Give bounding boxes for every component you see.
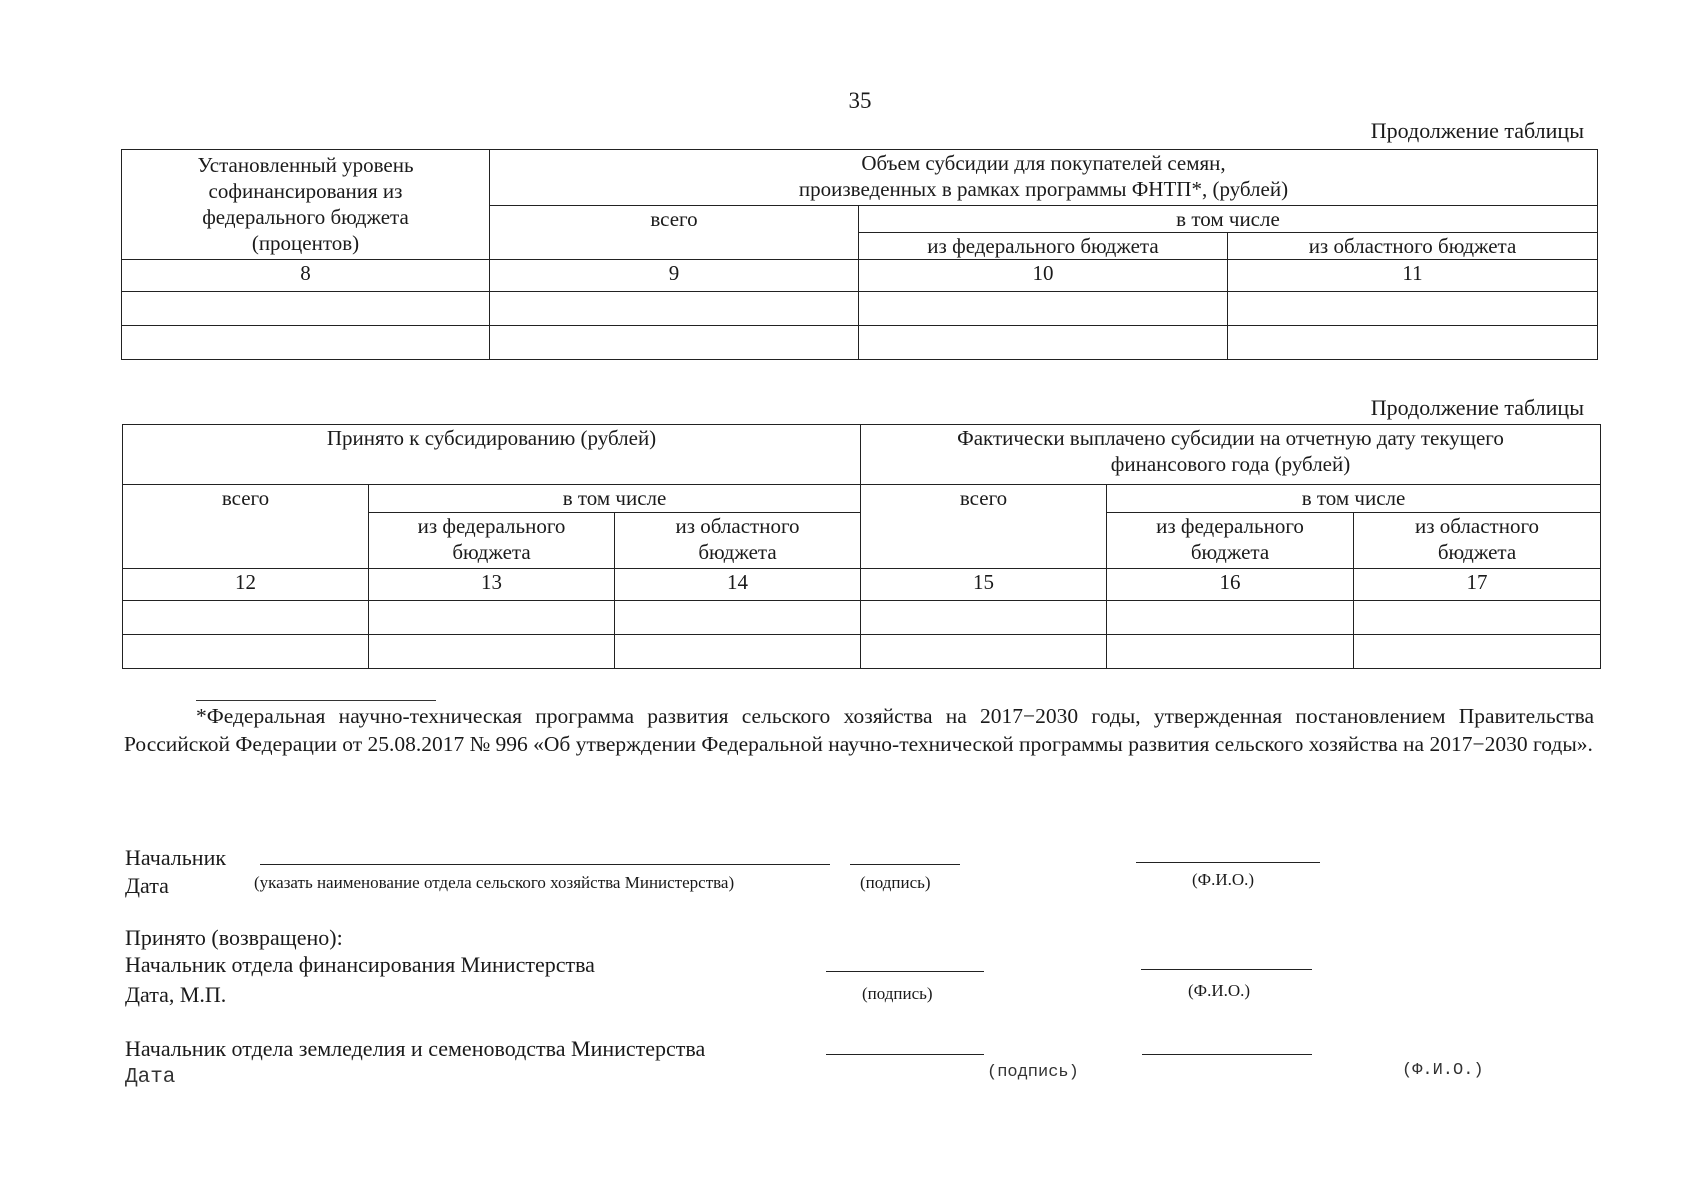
col-number: 13 <box>369 569 615 601</box>
col-number: 8 <box>122 260 490 292</box>
footnote-separator <box>196 700 436 701</box>
regional-budget-header: из областного бюджета <box>1354 513 1601 569</box>
signature-hint: (подпись) <box>987 1063 1079 1082</box>
empty-cell <box>369 635 615 669</box>
subsidy-volume-header-line2: произведенных в рамках программы ФНТП*, (рублей) <box>798 177 1289 201</box>
col-number: 15 <box>861 569 1107 601</box>
col-number: 17 <box>1354 569 1601 601</box>
subsidy-volume-header-line1: Объем субсидии для покупателей семян, <box>861 151 1226 175</box>
regional-budget-header: из областного бюджета <box>615 513 861 569</box>
paid-header: Фактически выплачено субсидии на отчетную дату текущего финансового года (рублей) <box>861 425 1601 485</box>
accepted-header: Принято к субсидированию (рублей) <box>123 425 861 485</box>
signature-hint: (подпись) <box>860 873 931 892</box>
footnote: *Федеральная научно-техническая программа развития сельского хозяйства на 2017−2030 годы, утвержденная постановлением Правительства Российской Федерации от 25.08.2017 № 996 «Об утверждении Федеральной научно-технической программы развития сельского хозяйства на 2017−2030 годы». <box>124 704 1594 756</box>
col-number: 10 <box>859 260 1228 292</box>
head-label: Начальник <box>125 845 227 870</box>
empty-cell <box>490 326 859 360</box>
finance-head-label: Начальник отдела финансирования Министерства <box>125 952 595 977</box>
empty-cell <box>123 635 369 669</box>
fio-hint: (Ф.И.О.) <box>1402 1061 1484 1080</box>
date-mp-label: Дата, М.П. <box>125 982 227 1007</box>
empty-cell <box>1107 601 1354 635</box>
empty-cell <box>1228 326 1598 360</box>
accepted-label: Принято (возвращено): <box>125 925 343 950</box>
total-header: всего <box>123 485 369 569</box>
empty-cell <box>1354 635 1601 669</box>
col-number: 9 <box>490 260 859 292</box>
empty-cell <box>859 326 1228 360</box>
fio-line <box>1141 969 1312 970</box>
including-header: в том числе <box>369 485 861 513</box>
including-header: в том числе <box>1107 485 1601 513</box>
department-line <box>260 864 830 865</box>
department-hint: (указать наименование отдела сельского хозяйства Министерства) <box>254 873 735 892</box>
empty-cell <box>1107 635 1354 669</box>
including-header: в том числе <box>859 206 1598 233</box>
total-header: всего <box>861 485 1107 569</box>
empty-cell <box>122 292 490 326</box>
empty-cell <box>861 601 1107 635</box>
regional-budget-header: из областного бюджета <box>1228 233 1598 260</box>
subsidy-volume-table <box>121 149 1598 360</box>
signature-hint: (подпись) <box>862 984 933 1003</box>
continuation-label: Продолжение таблицы <box>1370 118 1584 143</box>
accepted-and-paid-table <box>122 424 1601 669</box>
empty-cell <box>615 601 861 635</box>
empty-cell <box>122 326 490 360</box>
empty-cell <box>859 292 1228 326</box>
fio-hint: (Ф.И.О.) <box>1188 981 1251 1000</box>
signature-line <box>826 1054 984 1055</box>
col-number: 11 <box>1228 260 1598 292</box>
empty-cell <box>615 635 861 669</box>
col-number: 16 <box>1107 569 1354 601</box>
page-number: 35 <box>848 88 872 113</box>
federal-budget-header: из федерального бюджета <box>1107 513 1354 569</box>
empty-cell <box>369 601 615 635</box>
date-label: Дата <box>125 873 169 898</box>
empty-cell <box>490 292 859 326</box>
federal-budget-header: из федерального бюджета <box>369 513 615 569</box>
date-label: Дата <box>125 1066 176 1089</box>
empty-cell <box>1354 601 1601 635</box>
continuation-label: Продолжение таблицы <box>1370 395 1584 420</box>
agri-head-label: Начальник отдела земледелия и семеноводства Министерства <box>125 1036 706 1061</box>
signature-line <box>826 971 984 972</box>
cofinancing-level-header: Установленный уровень софинансирования из федерального бюджета (процентов) <box>122 150 490 260</box>
fio-hint: (Ф.И.О.) <box>1192 870 1255 889</box>
signature-line <box>850 864 960 865</box>
empty-cell <box>861 635 1107 669</box>
empty-cell <box>1228 292 1598 326</box>
fio-line <box>1136 862 1320 863</box>
fio-line <box>1142 1054 1312 1055</box>
subsidy-volume-header <box>490 150 1598 206</box>
col-number: 12 <box>123 569 369 601</box>
federal-budget-header: из федерального бюджета <box>859 233 1228 260</box>
total-header: всего <box>490 206 859 260</box>
col-number: 14 <box>615 569 861 601</box>
empty-cell <box>123 601 369 635</box>
